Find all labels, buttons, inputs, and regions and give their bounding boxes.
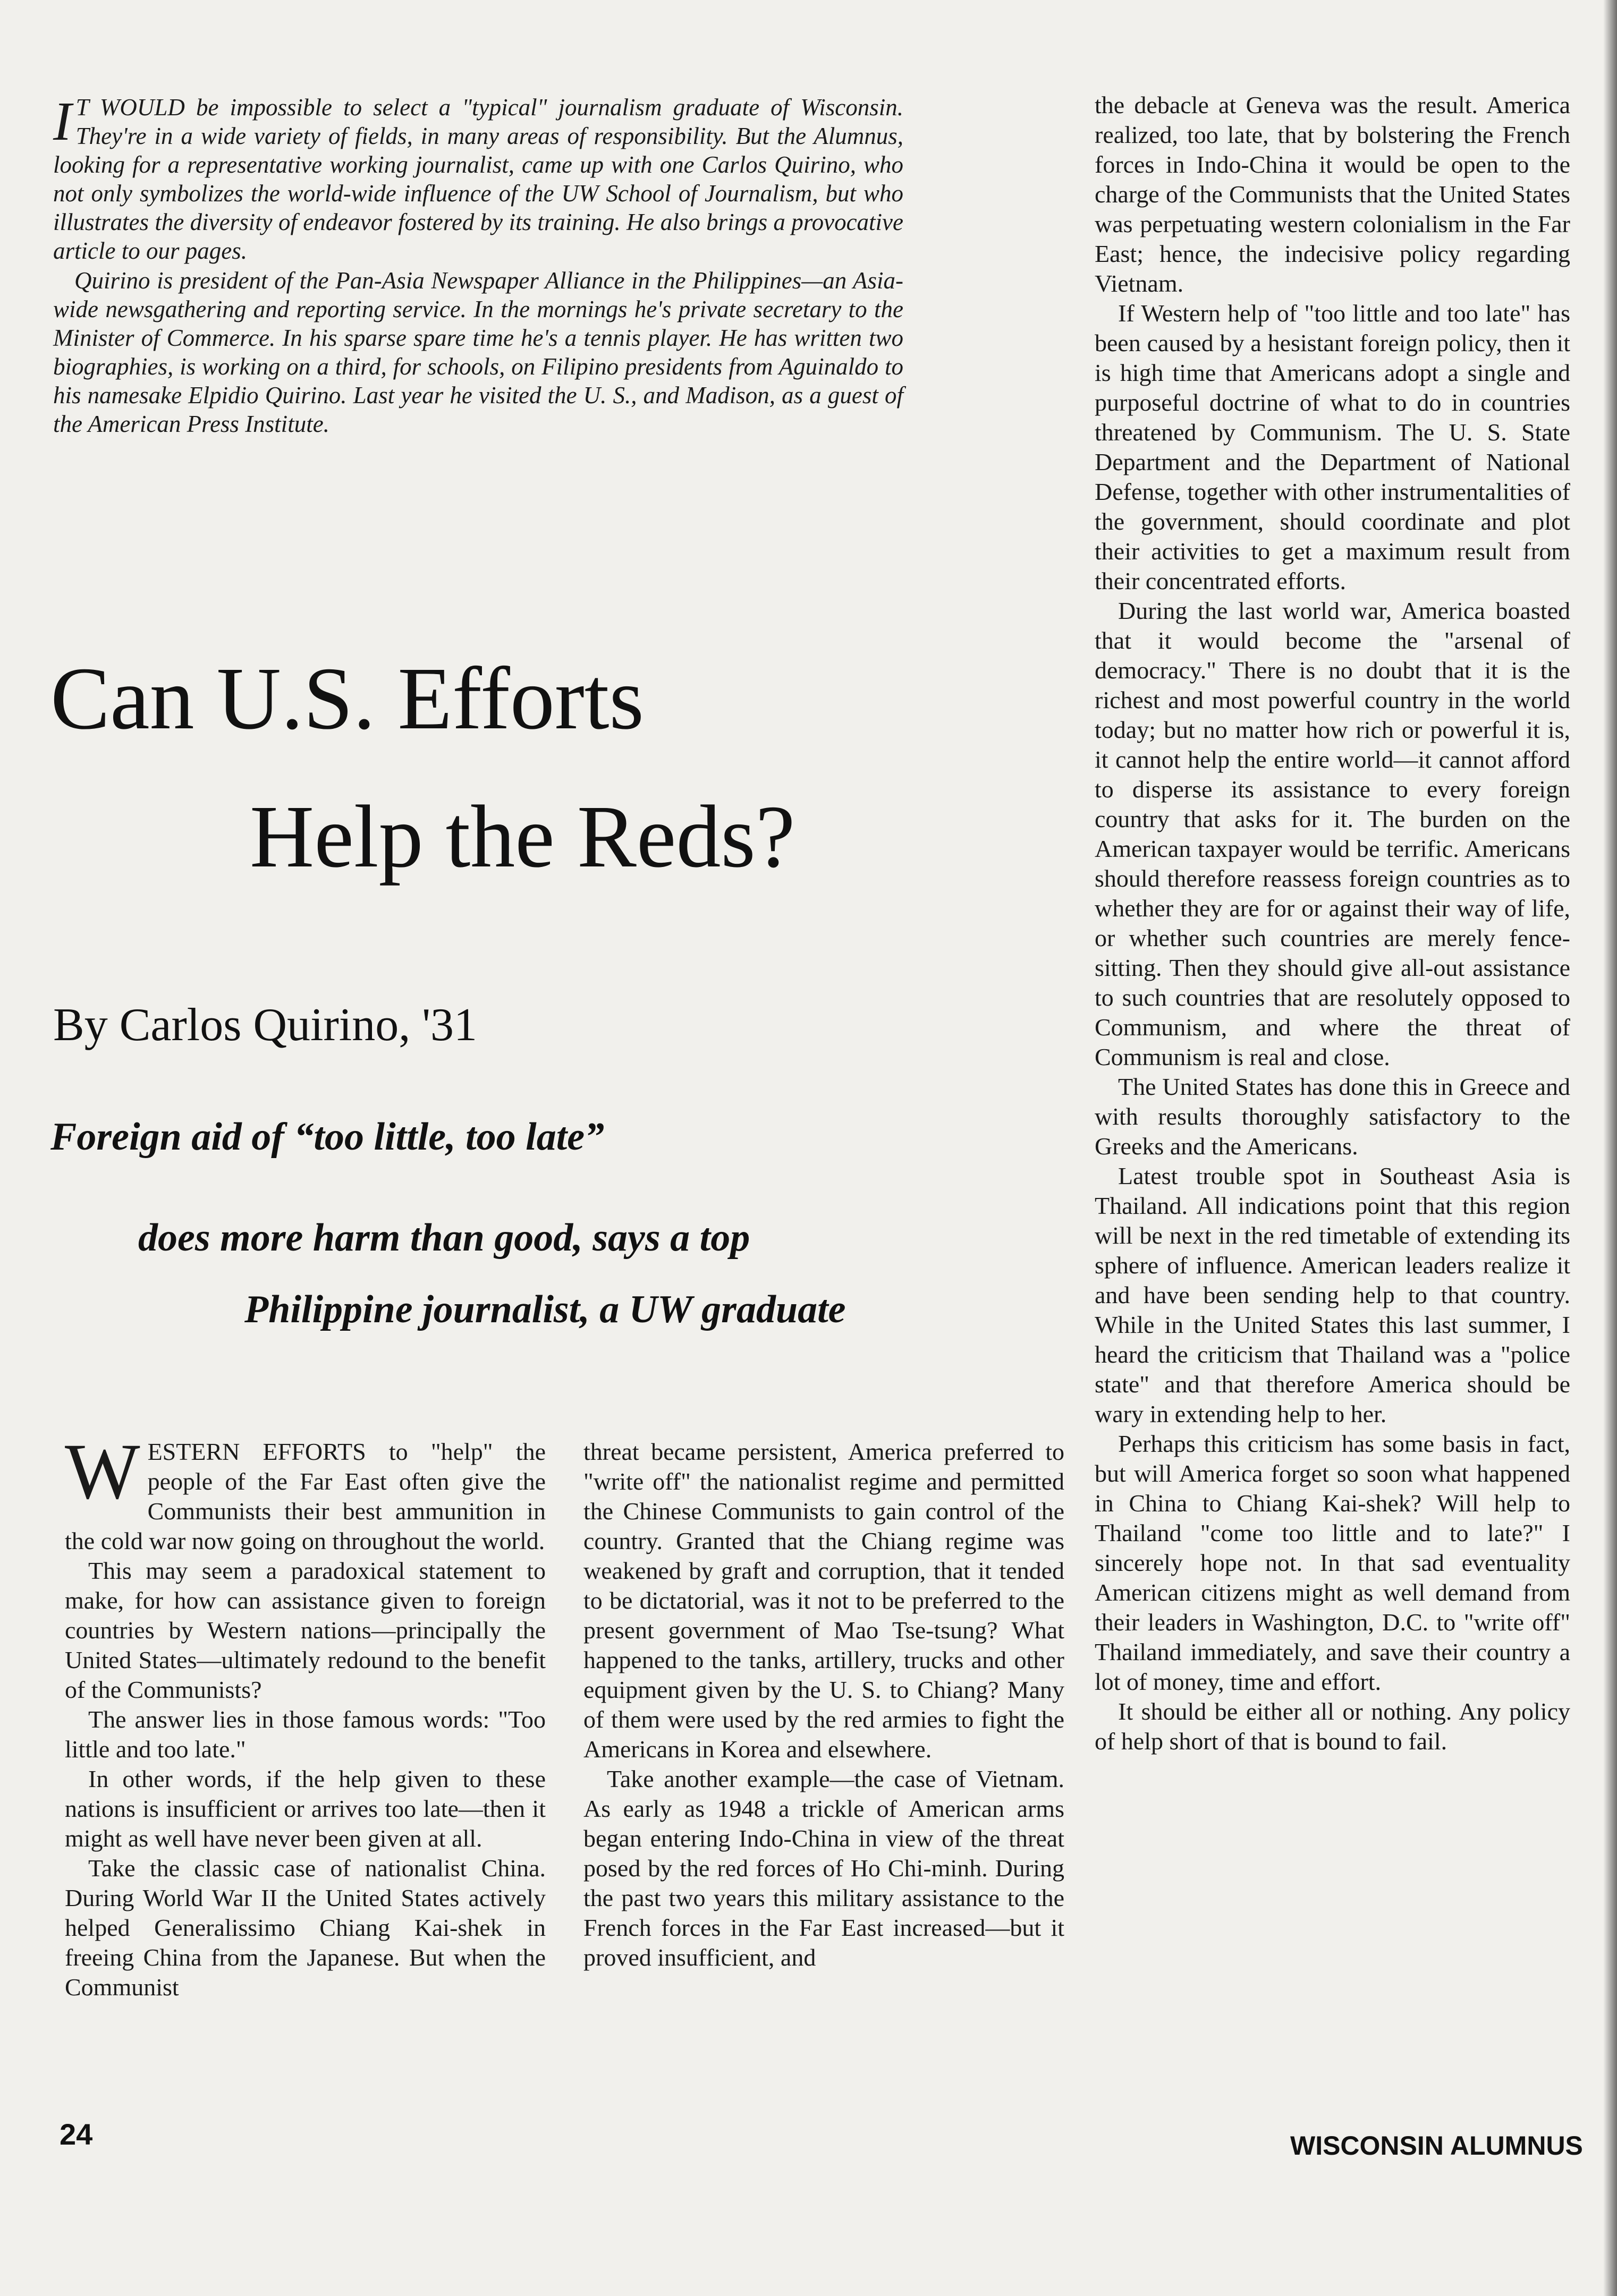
article-paragraph: The United States has done this in Greece and with results thoroughly satisfactory to the Greeks and the Americans. bbox=[1095, 1073, 1570, 1160]
article-paragraph: The answer lies in those famous words: "Too little and too late." bbox=[65, 1706, 546, 1763]
article-paragraph: Take the classic case of nationalist China. During World War II the United States actively helped Generalissimo Chiang Kai-shek in freeing China from the Japanese. But when the Communist bbox=[65, 1855, 546, 2001]
intro-paragraph bbox=[53, 93, 903, 265]
article-paragraph: Take another example—the case of Vietnam. As early as 1948 a trickle of American arms began entering Indo-China in view of the threat posed by the red forces of Ho Chi-minh. During the past two years this military assistance to the French forces in the Far East increased—but it proved insufficient, and bbox=[583, 1765, 1064, 1971]
article-column-1 bbox=[65, 1427, 546, 2002]
article-paragraph: the debacle at Geneva was the result. America realized, too late, that by bolstering the French forces in Indo-China it would be open to the charge of the Communists that the United States was perpetuating western colonialism in the Far East; hence, the indecisive policy regarding Vietnam. bbox=[1095, 91, 1570, 297]
byline: By Carlos Quirino, '31 bbox=[53, 999, 478, 1051]
article-paragraph: In other words, if the help given to these nations is insufficient or arrives too late—then it might as well have never been given at all. bbox=[65, 1765, 546, 1852]
deck-line-2: does more harm than good, says a top bbox=[138, 1216, 750, 1260]
editor-introduction bbox=[53, 93, 903, 438]
article-paragraph: Perhaps this criticism has some basis in fact, but will America forget so soon what happened in China to Chiang Kai-shek? Will help to Thailand "come too little and to late?" I sincerely hope not. In that sad eventuality American citizens might as well demand from their leaders in Washington, D.C. to "write off" Thailand immediately, and save their country a lot of money, time and effort. bbox=[1095, 1430, 1570, 1695]
intro-paragraph: Quirino is president of the Pan-Asia Newspaper Alliance in the Philippines—an Asia-wide newsgathering and reporting service. In the mornings he's private secretary to the Minister of Commerce. In his sparse spare time he's a tennis player. He has written two biographies, is working on a third, for schools, on Filipino presidents from Aguinaldo to his namesake Elpidio Quirino. Last year he visited the U. S., and Madison, as a guest of the American Press Institute. bbox=[53, 267, 903, 437]
publication-footer: WISCONSIN ALUMNUS bbox=[1290, 2131, 1583, 2161]
article-paragraph: threat became persistent, America preferred to "write off" the nationalist regime and permitted the Chinese Communists to gain control of the country. Granted that the Chiang regime was weakened by graft and corruption, that it tended to be dictatorial, was it not to be preferred to the present government of Mao Tse-tsung? What happened to the tanks, artillery, trucks and other equipment given by the U. S. to Chiang? Many of them were used by the red armies to fight the Americans in Korea and elsewhere. bbox=[583, 1438, 1064, 1763]
page-number: 24 bbox=[60, 2118, 93, 2151]
deck-line-1: Foreign aid of “too little, too late” bbox=[50, 1115, 605, 1159]
deck-line-3: Philippine journalist, a UW graduate bbox=[244, 1288, 846, 1331]
article-dropcap: W bbox=[65, 1427, 140, 1516]
article-paragraph-text: ESTERN EFFORTS to "help" the people of the Far East often give the Communists their best ammunition in the cold war now going on throughout the world. bbox=[65, 1438, 546, 1554]
article-paragraph: It should be either all or nothing. Any policy of help short of that is bound to fail. bbox=[1095, 1698, 1570, 1755]
headline-line-2: Help the Reds? bbox=[250, 787, 795, 886]
article-paragraph: Latest trouble spot in Southeast Asia is Thailand. All indications point that this region will be next in the red timetable of extending its sphere of influence. American leaders realize it and have been sending help to that country. While in the United States this last summer, I heard the criticism that Thailand was a "police state" and that therefore America should be wary in extending help to her. bbox=[1095, 1162, 1570, 1427]
article-paragraph: This may seem a paradoxical statement to make, for how can assistance given to foreign countries by Western nations—principally the United States—ultimately redound to the benefit of the Communists? bbox=[65, 1557, 546, 1703]
intro-dropcap: I bbox=[53, 91, 72, 152]
article-paragraph bbox=[65, 1427, 546, 1556]
article-column-2 bbox=[583, 1437, 1064, 1972]
headline-line-1: Can U.S. Efforts bbox=[50, 649, 644, 748]
article-paragraph: If Western help of "too little and too late" has been caused by a hesistant foreign policy, then it is high time that Americans adopt a single and purposeful doctrine of what to do in countries threatened by Communism. The U. S. State Department and the Department of National Defense, together with other instrumentalities of the government, should coordinate and plot their activities to get a maximum result from their concentrated efforts. bbox=[1095, 300, 1570, 594]
intro-paragraph-text: T WOULD be impossible to select a "typical" journalism graduate of Wisconsin. They're in a wide variety of fields, in many areas of responsibility. But the Alumnus, looking for a representative working journalist, came up with one Carlos Quirino, who not only symbolizes the world-wide influence of the UW School of Journalism, but who illustrates the diversity of endeavor fostered by its training. He also brings a provocative article to our pages. bbox=[53, 94, 903, 264]
page-edge-shadow bbox=[1603, 0, 1617, 2296]
article-paragraph: During the last world war, America boasted that it would become the "arsenal of democracy." There is no doubt that it is the richest and most powerful country in the world today; but no matter how rich or powerful it is, it cannot help the entire world—it cannot afford to disperse its assistance to every foreign country that asks for it. The burden on the American taxpayer would be terrific. Americans should therefore reassess foreign countries as to whether they are for or against their way of life, or whether such countries are merely fence-sitting. Then they should give all-out assistance to such countries that are resolutely opposed to Communism, and where the threat of Communism is real and close. bbox=[1095, 597, 1570, 1070]
article-column-3 bbox=[1095, 90, 1570, 1756]
